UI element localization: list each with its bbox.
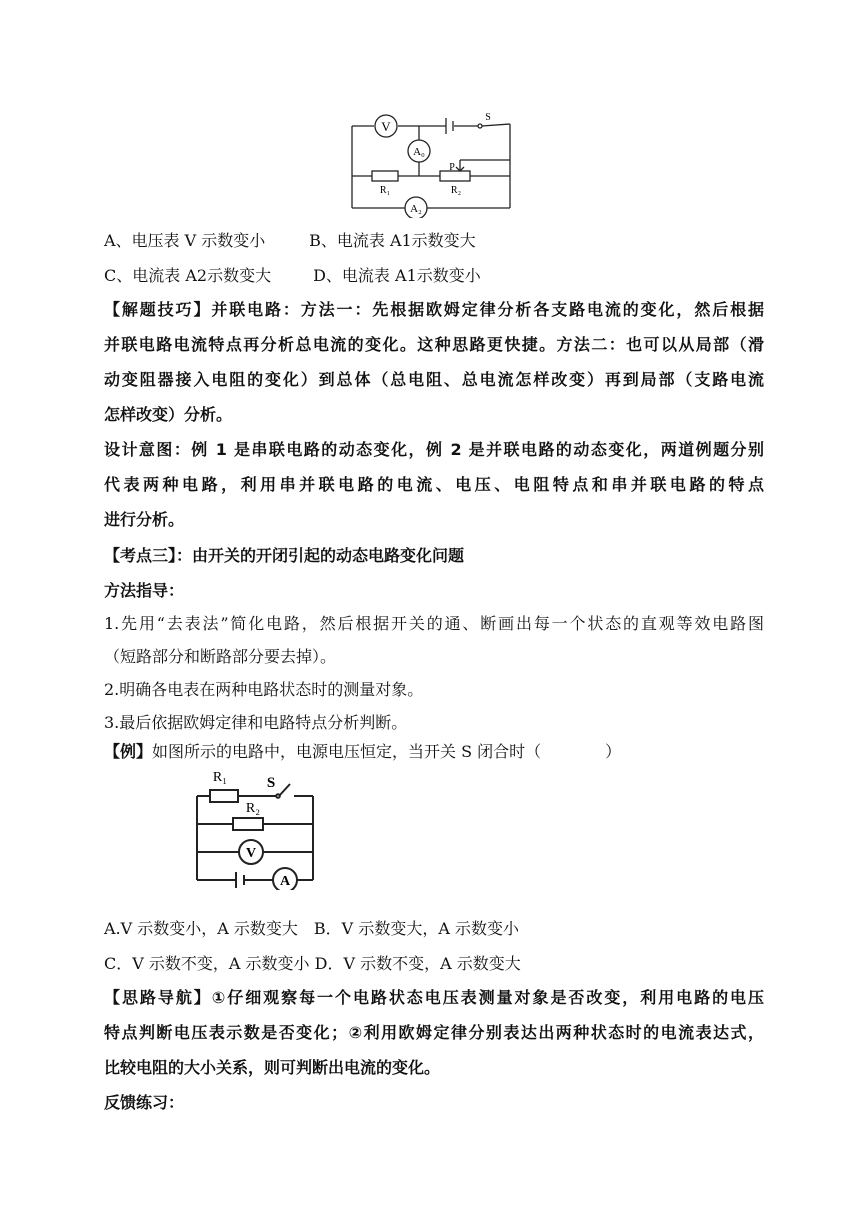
fig2-label-r1: R₁ xyxy=(212,770,228,785)
fig1-label-a0: A₀ xyxy=(413,146,425,158)
q1-options-row-2 xyxy=(104,265,764,287)
q2-options-line-1: A.V 示数变小，A 示数变大 B．V 示数变大，A 示数变小 xyxy=(104,919,519,938)
method-step2: 2.明确各电表在两种电路状态时的测量对象。 xyxy=(104,680,424,699)
fig1-label-v: V xyxy=(381,119,391,134)
guide-line-3: 比较电阻的大小关系，则可判断出电流的变化。 xyxy=(104,1058,441,1077)
q1-option-b: B、电流表 A1示数变大 xyxy=(309,231,476,250)
fig2-label-r2: R₂ xyxy=(245,801,261,816)
guide-line-2: 特点判断电压表示数是否变化；②利用欧姆定律分别表达出两种状态时的电流表达式， xyxy=(104,1023,764,1042)
q2-options-line-2: C．V 示数不变，A 示数变小 D．V 示数不变，A 示数变大 xyxy=(104,954,521,973)
fig1-label-p: P xyxy=(449,162,455,173)
tip-line-3: 动变阻器接入电阻的变化）到总体（总电阻、总电流怎样改变）再到局部（支路电流 xyxy=(104,370,764,389)
example-text: 如图所示的电路中，电源电压恒定，当开关 S 闭合时（ ） xyxy=(152,742,622,761)
circuit-diagram-1 xyxy=(340,108,530,218)
example-tag: 【例】 xyxy=(104,742,153,761)
section3-heading: 【考点三】：由开关的开闭引起的动态电路变化问题 xyxy=(104,546,465,565)
design-line-1: 设计意图：例 1 是串联电路的动态变化，例 2 是并联电路的动态变化，两道例题分别 xyxy=(104,440,764,459)
q1-option-c: C、电流表 A2示数变大 xyxy=(104,266,272,285)
tip-line-4: 怎样改变）分析。 xyxy=(104,405,233,424)
method-step3: 3.最后依据欧姆定律和电路特点分析判断。 xyxy=(104,713,408,732)
method-step1-line1: 1.先用“去表法”简化电路，然后根据开关的通、断画出每一个状态的直观等效电路图 xyxy=(104,614,764,633)
design-line-2: 代表两种电路，利用串并联电路的电流、电压、电阻特点和串并联电路的特点 xyxy=(104,475,764,494)
tip-line-2: 并联电路电流特点再分析总电流的变化。这种思路更快捷。方法二：也可以从局部（滑 xyxy=(104,335,764,354)
tip-line-1: 【解题技巧】并联电路：方法一：先根据欧姆定律分析各支路电流的变化，然后根据 xyxy=(104,300,764,319)
guide-line-1: 【思路导航】①仔细观察每一个电路状态电压表测量对象是否改变，利用电路的电压 xyxy=(104,988,764,1007)
fig2-label-a: A xyxy=(279,874,291,889)
q1-options-row-1 xyxy=(104,230,764,252)
q1-option-d: D、电流表 A1示数变小 xyxy=(313,266,481,285)
fig1-label-s: S xyxy=(485,112,491,123)
fig2-label-s: S xyxy=(266,775,276,791)
q1-option-a: A、电压表 V 示数变小 xyxy=(104,231,266,250)
circuit-diagram-2 xyxy=(190,760,320,890)
fig1-label-r2: R₂ xyxy=(450,185,462,196)
design-line-3: 进行分析。 xyxy=(104,510,185,529)
fig1-label-a2: A₂ xyxy=(410,203,422,215)
method-heading: 方法指导： xyxy=(104,581,185,600)
fig2-label-v: V xyxy=(245,846,257,861)
method-step1-line2: （短路部分和断路部分要去掉）。 xyxy=(104,647,337,666)
fig1-label-r1: R₁ xyxy=(379,185,391,196)
feedback-heading: 反馈练习： xyxy=(104,1093,185,1112)
